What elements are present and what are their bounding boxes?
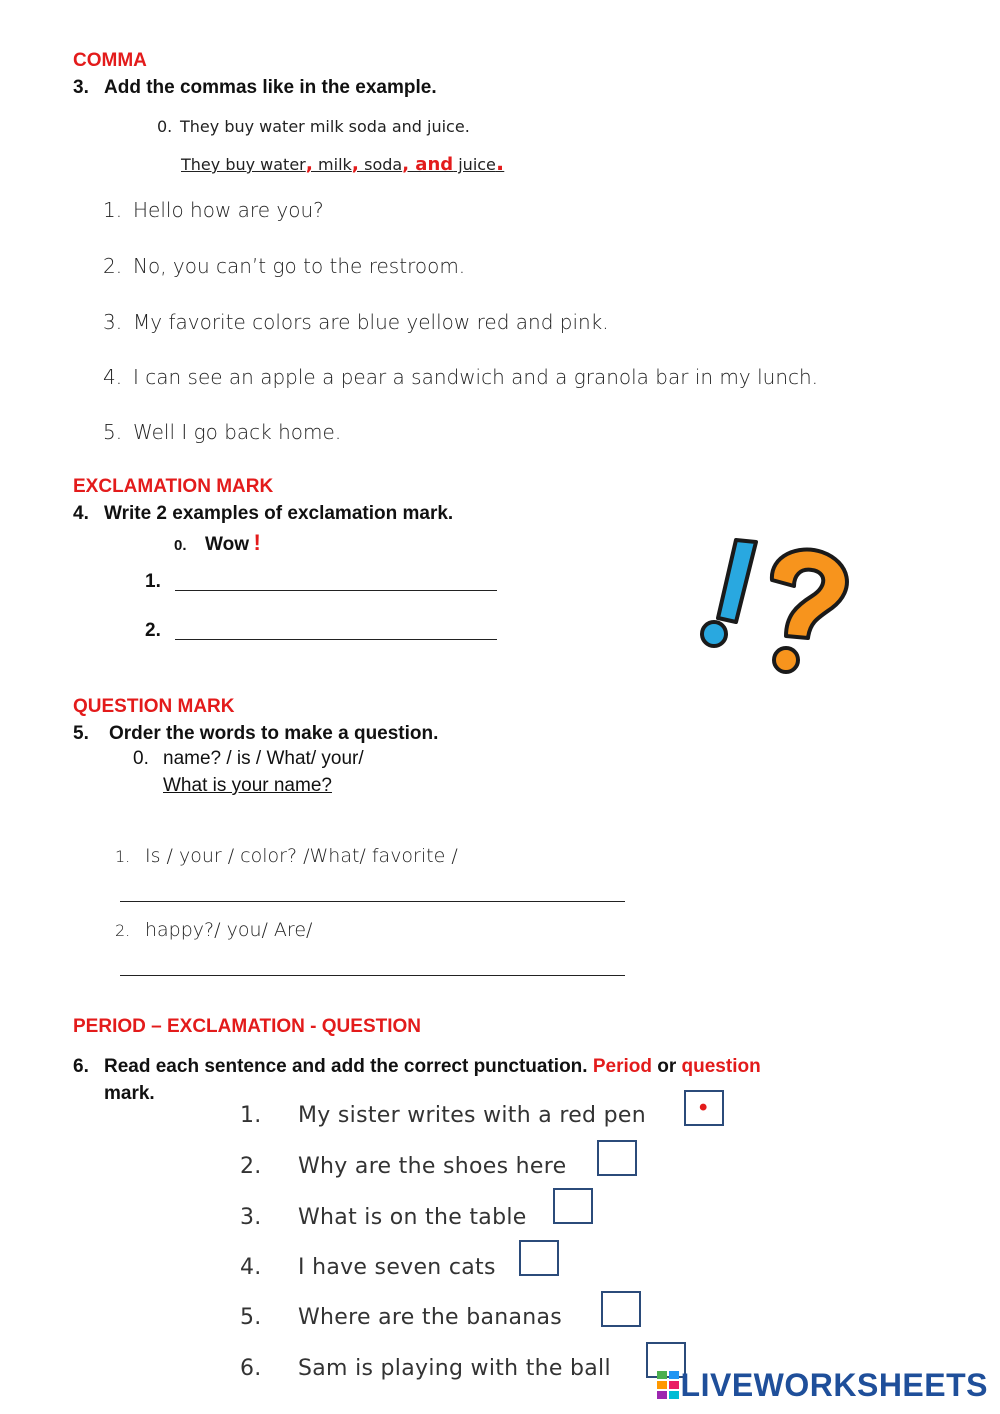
- instruction-6-line2: mark.: [104, 1083, 155, 1104]
- punctuation-item: [240, 1154, 566, 1179]
- item-number: 2.: [240, 1154, 262, 1179]
- item-text: Is / your / color? /What/ favorite /: [145, 845, 458, 867]
- logo-text: LIVEWORKSHEETS: [680, 1367, 988, 1403]
- answer-line-2[interactable]: [175, 621, 497, 640]
- example-number: 0.: [157, 117, 173, 136]
- answer-part: juice: [453, 155, 496, 174]
- comma-item[interactable]: [103, 420, 341, 444]
- punctuation-answer-box-1[interactable]: [684, 1090, 724, 1126]
- item-text: Sam is playing with the ball: [298, 1356, 611, 1381]
- item-number: 2.: [115, 921, 131, 940]
- comma-item[interactable]: [103, 198, 324, 222]
- instruction-text: Write 2 examples of exclamation mark.: [104, 503, 454, 524]
- exclamation-question-illustration: [690, 530, 860, 680]
- section-header-exclamation: EXCLAMATION MARK: [73, 476, 274, 497]
- instruction-number: 3.: [73, 77, 89, 98]
- instruction-question-word: question: [681, 1056, 761, 1077]
- item-text: Why are the shoes here: [298, 1154, 567, 1179]
- question-answer-line-2[interactable]: [120, 959, 625, 976]
- punctuation-answer-box-4[interactable]: [519, 1240, 559, 1276]
- answer-comma: ,: [305, 153, 313, 175]
- section-header-comma: COMMA: [73, 50, 147, 71]
- punctuation-item: [240, 1255, 496, 1280]
- answer-comma: ,: [351, 153, 360, 175]
- item-text: happy?/ you/ Are/: [145, 919, 313, 941]
- exclamation-example: [174, 530, 261, 556]
- instruction-or-word: or: [657, 1056, 677, 1077]
- item-number: 6.: [240, 1356, 262, 1381]
- answer-line-1[interactable]: [175, 572, 497, 591]
- example-word: Wow: [205, 534, 249, 555]
- example-words: name? / is / What/ your/: [163, 748, 364, 769]
- liveworksheets-logo-icon: [657, 1371, 679, 1399]
- punctuation-item: [240, 1356, 611, 1381]
- blank-number: 1.: [145, 571, 161, 592]
- example-mark: !: [253, 530, 261, 555]
- item-number: 5.: [103, 420, 123, 444]
- item-text: I can see an apple a pear a sandwich and a granola bar in my lunch.: [133, 365, 819, 389]
- punctuation-answer-box-5[interactable]: [601, 1291, 641, 1327]
- item-number: 4.: [103, 365, 123, 389]
- punctuation-item: [240, 1305, 562, 1330]
- section-header-period: PERIOD – EXCLAMATION - QUESTION: [73, 1016, 422, 1037]
- item-number: 1.: [115, 847, 131, 866]
- instruction-period-word: Period: [592, 1056, 652, 1077]
- question-item: [115, 919, 312, 941]
- item-number: 4.: [240, 1255, 262, 1280]
- item-number: 2.: [103, 254, 123, 278]
- question-example-answer: What is your name?: [163, 775, 332, 796]
- item-text: What is on the table: [298, 1205, 527, 1230]
- punctuation-item: [240, 1103, 646, 1128]
- example-number: 0.: [133, 748, 149, 769]
- example-number: 0.: [174, 537, 187, 554]
- item-text: Where are the bananas: [298, 1305, 563, 1330]
- comma-item[interactable]: [103, 310, 609, 334]
- question-example: [133, 748, 364, 770]
- punctuation-answer-box-3[interactable]: [553, 1188, 593, 1224]
- blank-number: 2.: [145, 620, 161, 641]
- instruction-6: [73, 1056, 761, 1078]
- comma-item[interactable]: [103, 254, 465, 278]
- question-answer-line-1[interactable]: [120, 885, 625, 902]
- instruction-text: Read each sentence and add the correct punctuation.: [104, 1056, 588, 1077]
- item-text: My sister writes with a red pen: [298, 1103, 646, 1128]
- comma-item[interactable]: [103, 365, 818, 389]
- instruction-3: [73, 77, 437, 99]
- exclamation-icon: [702, 540, 756, 646]
- instruction-5: [73, 723, 438, 745]
- answer-period: .: [495, 151, 505, 176]
- comma-example-sentence: [157, 117, 470, 136]
- comma-example-answer: [181, 151, 504, 176]
- example-text: They buy water milk soda and juice.: [180, 117, 470, 136]
- question-item: [115, 845, 458, 867]
- item-text: Hello how are you?: [133, 198, 324, 222]
- item-text: No, you can’t go to the restroom.: [133, 254, 466, 278]
- item-text: My favorite colors are blue yellow red and pink.: [133, 310, 609, 334]
- question-mark-icon: [772, 550, 847, 672]
- item-number: 3.: [240, 1205, 262, 1230]
- instruction-number: 5.: [73, 723, 89, 744]
- item-number: 5.: [240, 1305, 262, 1330]
- answer-comma-and: , and: [402, 154, 454, 175]
- item-number: 1.: [240, 1103, 262, 1128]
- instruction-4: [73, 503, 453, 525]
- item-text: I have seven cats: [298, 1255, 496, 1280]
- section-header-question: QUESTION MARK: [73, 696, 235, 717]
- instruction-text: Add the commas like in the example.: [104, 77, 437, 98]
- answer-part: soda: [359, 155, 403, 174]
- item-number: 1.: [103, 198, 123, 222]
- answer-part: They buy water: [181, 155, 306, 174]
- item-number: 3.: [103, 310, 123, 334]
- liveworksheets-logo[interactable]: [657, 1367, 988, 1404]
- item-text: Well I go back home.: [133, 420, 342, 444]
- instruction-text: Order the words to make a question.: [109, 723, 439, 744]
- punctuation-answer-box-2[interactable]: [597, 1140, 637, 1176]
- punctuation-item: [240, 1205, 527, 1230]
- instruction-number: 4.: [73, 503, 89, 524]
- instruction-number: 6.: [73, 1056, 89, 1077]
- answer-part: milk: [312, 155, 352, 174]
- answer-dot: •: [699, 1094, 708, 1121]
